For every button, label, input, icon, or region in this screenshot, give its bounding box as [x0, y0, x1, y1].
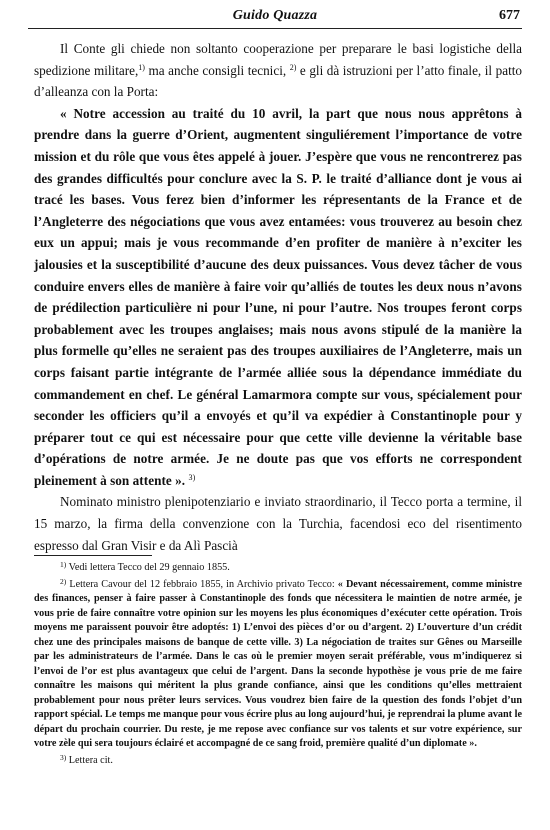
page-header — [30, 8, 520, 28]
footnote-3 — [34, 754, 522, 769]
footnotes — [34, 561, 522, 770]
footnote-1-text: Vedi lettera Tecco del 29 gennaio 1855. — [68, 562, 230, 573]
quoted-letter-text: « Notre accession au traité du 10 avril, la part que nous nous apprêtons à prendre dans la guerre d’Orient, augmentent singuliérement l’importance de votre mission et du rôle que vous êtes appelé à jouer. J’espère que vous ne rencontrerez pas des grandes difficultés pour conclure avec la S. P. le traité d’alliance dont je vous ai tracé les bases. Vous ferez bien d’informer les répresentants de la France et de l’Angleterre des négociations que vous avez entamées: vous trouverez au besoin chez eux un appui; mais je vous recommande d’en profiter de manière à n’exciter les jalousies et la susceptibilité d’aucune des deux puissances. Vous devez tâcher de vous conduire envers elles de manière à faire voir qu’alliés de toutes les deux nous n’avons de prédilection particulière ni pour l’une, ni pour l’autre. Nos troupes feront corps probablement avec les troupes anglaises; mais nous avons stipulé de la manière la plus formelle qu’elles ne seraient pas des troupes auxiliaires de l’Angleterre, mais un corps faisant partie intégrante de l’armée alliée sous la dépendance immédiate du commandement en chef. Le général Lamarmora compte sur vous, spécialement pour seconder les officiers qu’il a envoyés et qu’il va expédier à Constantinople pour y préparer tout ce qui est nécessaire pour que cette ville devienne la véritable base d’opérations de notre armée. Je ne doute pas que vos efforts ne correspondent pleinement à son attente ». — [34, 105, 522, 488]
footnote-ref-1: 1) — [138, 62, 145, 72]
paragraph-intro — [34, 38, 522, 103]
footnote-ref-3: 3) — [188, 472, 196, 482]
footnote-2-number: 2) — [60, 576, 67, 586]
paragraph-intro-text-a: Il Conte gli chiede non soltanto cooperazione per preparare le basi logistiche della spedizione militare, — [34, 41, 522, 78]
footnote-1-number: 1) — [60, 560, 67, 569]
footnote-2-text: « Devant nécessairement, comme ministre des finances, penser à faire passer à Constantinople des fonds que nécessitera le maintien de notre armée, je vous prie de faire connaître votre opinion sur les moyens les plus économiques d’exécuter cette opération. Trois moyens me paraissent pouvoir être adoptés: 1) L’envoi des pièces d’or ou d’argent. 2) L’ouverture d’un crédit chez une des principales maisons de banque de cette ville. 3) La négociation de traites sur Gênes ou Marseille par les administrateurs de l’armée. Dans le cas où le premier moyen serait préférable, vous m’indiquerez si l’envoi de l’or est plus avantageux que celui de l’argent. Dans la seconde hypothèse je vous prie de me faire connaître les maisons qui méritent la plus grande confiance, ainsi que les conditions qu’elles mettraient probablement pour nous prêter leurs services. Vous voudrez bien faire de la question des fonds l’objet d’un rapport spécial. Le temps me manque pour vous écrire plus au long aujourd’hui, je reprendrai la plume avant le départ du prochain courrier. Du reste, je me repose avec confiance sur vos talents et sur votre expérience, sur votre zèle qui sera toujours éclairé et accompagné de ce sang froid, première qualité d’un diplomate ». — [34, 578, 523, 749]
running-title: Guido Quazza — [232, 8, 318, 23]
footnote-ref-2: 2) — [289, 62, 297, 72]
footnote-3-number: 3) — [60, 752, 67, 762]
footnote-2-lead: Lettera Cavour del 12 febbraio 1855, in Archivio privato Tecco: — [69, 578, 338, 590]
paragraph-conclusion-text: Nominato ministro plenipotenziario e inviato straordinario, il Tecco porta a termine, il 15 marzo, la firma della convenzione con la Turchia, facendosi eco del risentimento espresso dal Gran Visir e da Alì Pascià — [34, 494, 522, 553]
main-text — [34, 38, 522, 556]
page-number: 677 — [499, 8, 520, 23]
footnote-rule — [34, 555, 152, 556]
footnote-3-text: Lettera cit. — [68, 754, 113, 766]
footnote-1 — [34, 561, 522, 576]
paragraph-intro-text-b: ma anche consigli tecnici, — [144, 62, 287, 78]
footnote-2 — [34, 578, 522, 752]
header-rule — [28, 28, 522, 29]
paragraph-intro-text-c: e gli dà istruzioni per l’atto finale, il patto d’alleanza con la Porta: — [34, 62, 523, 100]
paragraph-conclusion — [34, 491, 522, 556]
quoted-letter — [34, 103, 522, 492]
